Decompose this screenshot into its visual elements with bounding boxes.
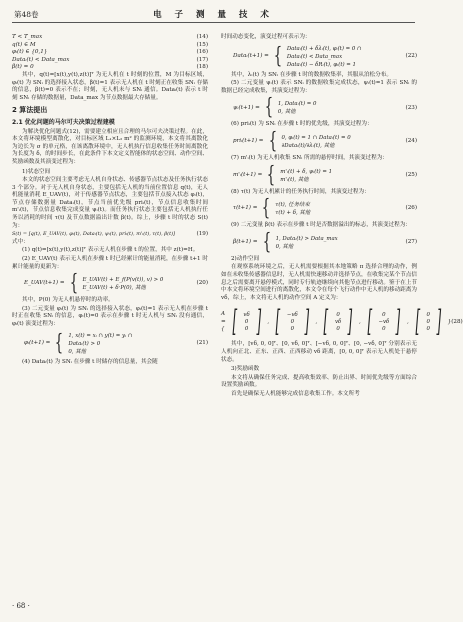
equation-26: τ(t+1) = { τ(t), 任务结束 τ(t) + δ, 其他 (26) <box>233 196 417 222</box>
paragraph: 为解决优化问题式(12)，需要建立相应且合理的马尔可夫决策过程。在此，本文将环境模型离散化，对目标区域 L₁×L₂ m² 的监测环境，本文将其离散化为边长为 σ 的单元格，在该离散环境中，无人机执行信息收集任务时间离散化为长度为 δ，的时间步长，在此条件下本文定义智能体的状态空间、动作空间、奖励函数及其演变过程为： <box>12 128 208 165</box>
equation: q(t) ∈ M (15) <box>12 41 208 48</box>
paragraph: (4) Dataᵢ(t) 为 SNᵢ 在步骤 t 时储存的信息量，其会随 <box>22 358 158 365</box>
equation: T < T_max (14) <box>12 34 208 40</box>
paragraph: (2) E_UAV(t) 表示无人机在步骤 t 时已经累计的能量消耗，在步骤 t+1 时累计能量的更新为： <box>12 256 208 270</box>
volume-label: 第48卷 <box>14 10 39 19</box>
equation: β(t) = 0 (18) <box>12 64 208 71</box>
paragraph: (7) m'ᵢ(t) 为无人机收集 SNᵢ 所需的悬停时间，其演变过程为： <box>231 154 388 161</box>
equation-20: E_UAV(t+1) = { E_UAV(t) + E_f(P(v(t)), v) > 0 E_UAV(t) + δ·P(0), 其他 (20) <box>24 271 208 297</box>
paragraph: (5) 二元变量 ψᵢ(t) 表示 SNᵢ 的数据收集完成状态，ψᵢ(t)=1 表示 SNᵢ 的数据已经完成收集，其演变过程为： <box>221 80 417 94</box>
section-heading: 2 算法提出 <box>12 106 48 115</box>
paragraph: 本文将从确保任务完成、提高收集效率、防止出界、时间优先级等方面综合设置奖励函数。 <box>221 374 417 389</box>
right-column <box>221 34 463 399</box>
equation-25: m'ᵢ(t+1) = { m'ᵢ(t) + δ, ψᵢ(t) = 1 m'ᵢ(t), 其他 (25) <box>233 162 417 188</box>
equation-21: φᵢ(t+1) = { 1, x(t) = xᵢ ∩ y(t) = yᵢ ∩ Dataᵢ(t) > 0 0, 其他 (21) <box>24 330 208 356</box>
equation-23: ψᵢ(t+1) = { 1, Dataᵢ(t) = 0 0, 其他 (23) <box>233 95 417 121</box>
paragraph: (8) τ(t) 为无人机累计的任务执行时间，其演变过程为： <box>231 188 370 195</box>
header-rule <box>12 22 415 23</box>
paragraph: 首先是确保无人机能够完成信息收集工作。本文所考 <box>231 390 360 397</box>
paragraph: 其中，P(0) 为无人机悬停时的功率。 <box>22 297 114 304</box>
state-equation: S(t) = [q(t), E_UAV(t), φᵢ(t), Dataᵢ(t), ψᵢ(t), priᵢ(t), m'ᵢ(t), τ(t), β(t)] (19) <box>12 231 208 238</box>
equation-27: β(t+1) = { 1, Dataᵢ(t) > Data_max 0, 其他 (27) <box>233 229 417 255</box>
subheading: 2)动作空间 <box>231 255 260 262</box>
action-space-equation: A = { [ vδ 0 0 ] , [ −vδ 0 0 ] , [ 0 vδ 0 ] , [ 0 −vδ 0 ] , [ 0 0 0 ] } (28) <box>221 304 463 340</box>
paragraph: (6) priᵢ(t) 为 SNᵢ 在步骤 t 时的优先级，其演变过程为： <box>231 121 373 128</box>
paragraph: 其中，[vδ, 0, 0]ᵀ、[0, vδ, 0]ᵀ、[−vδ, 0, 0]ᵀ、[0, −vδ, 0]ᵀ 分别表示无人机向正北、正东、正西、正西移动 vδ 距离，[0, 0, 0]ᵀ 表示无人机处于悬停状态。 <box>221 341 417 363</box>
page-number: · 68 · <box>12 602 30 610</box>
subheading: 1)状态空间 <box>22 168 51 175</box>
subsection-heading: 2.1 优化问题的马尔可夫决策过程建模 <box>12 118 115 126</box>
paragraph: (9) 二元变量 β(t) 表示在步骤 t 时是否数据溢出的标志，其演变过程为： <box>231 222 411 229</box>
left-column <box>12 34 208 367</box>
subheading: 3)奖励函数 <box>231 366 260 373</box>
paragraph: (1) q(t)=[x(t),y(t),z(t)]ᵀ 表示无人机在步骤 t 的位置，其中 z(t)=H。 <box>22 247 199 254</box>
paragraph: 在观察系统环境之后，无人机需要根据其本地策略 π 选择合理的动作，例如在未收集传感器信息时，无人机需快速移动并选择节点，在收集完某个节点信息之后需要离开悬停模式，同时专行轨迹继续向其他节点进行移动。鉴于在上节中本文将环境空间进行的离散化，本文令在每个飞行动作中无人机的移动距离为 vδ，综上，本文将无人机的动作空间 A 定义为： <box>221 264 417 301</box>
equation: φᵢ(t) ∈ {0,1} (16) <box>12 49 208 56</box>
paragraph: 本文的状态空间主要考虑无人机自身状态、传感器节点状态及任务执行状态 3 个部分。对于无人机自身状态，主要包括无人机的当前位置信息 q(t)，无人机能量消耗 E_UAV(t)，对于传感器节点状态，主要包括节点接入状态 φᵢ(t)，节点存储数据量 Dataᵢ(t)，节点当前优先级 priᵢ(t)，节点信息收集时间 m'ᵢ(t)，节点信息收集完成变量 ψᵢ(t)。而任务执行状态主要包括无人机执行任务以消耗的时间 τ(t) 及节点数据溢出计数 β(t)。综上，步骤 t 时的状态 S(t) 为： <box>12 177 208 229</box>
equation: Dataᵢ(t) < Data_max (17) <box>12 56 208 63</box>
paragraph: 式中： <box>12 238 29 245</box>
paragraph: (3) 二元变量 φᵢ(t) 为 SNᵢ 的选择接入状态，φᵢ(t)=1 表示无人机在步骤 t 时正在收集 SNᵢ 的信息，φᵢ(t)=0 表示在步骤 t 时无人机与 SNᵢ 没有通信，φᵢ(t) 演变过程为： <box>12 305 208 327</box>
equation-22: Dataᵢ(t+1) = { Dataᵢ(t) + δλᵢ(t), φᵢ(t) = 0 ∩ Dataᵢ(t) < Data_max Dataᵢ(t) − δRᵢ(t), φᵢ(t) = 1 (22) <box>233 43 417 69</box>
paragraph: 其中，q(t)=[x(t),y(t),z(t)]ᵀ 为无人机在 t 时刻的位置，M 为目标区域，φᵢ(t) 为 SNᵢ 的选择接入状态，β(t)=1 表示无人机在 t 时刻正在收集 SNᵢ 存储的信息，β(t)=0 表示不在；时刻，无人机未与 SNᵢ 通信。Dataᵢ(t) 表示 t 时刻 SNᵢ 存储的数据量，Data_max 为节点数据最大存储量。 <box>12 71 208 101</box>
equation-24: priᵢ(t+1) = { 0, φᵢ(t) = 1 ∩ Dataᵢ(t) = 0 ∂Dataᵢ(t)/∂λᵢ(t), 其他 (24) <box>233 128 417 154</box>
journal-title: 电 子 测 量 技 术 <box>153 10 274 20</box>
paragraph: 时间动态变化，演变过程可表示为： <box>221 34 311 40</box>
page-header <box>0 0 427 26</box>
paragraph: 其中，λᵢ(t) 为 SNᵢ 在步骤 t 时的数据收集率，其服从泊松分布。 <box>231 71 392 78</box>
